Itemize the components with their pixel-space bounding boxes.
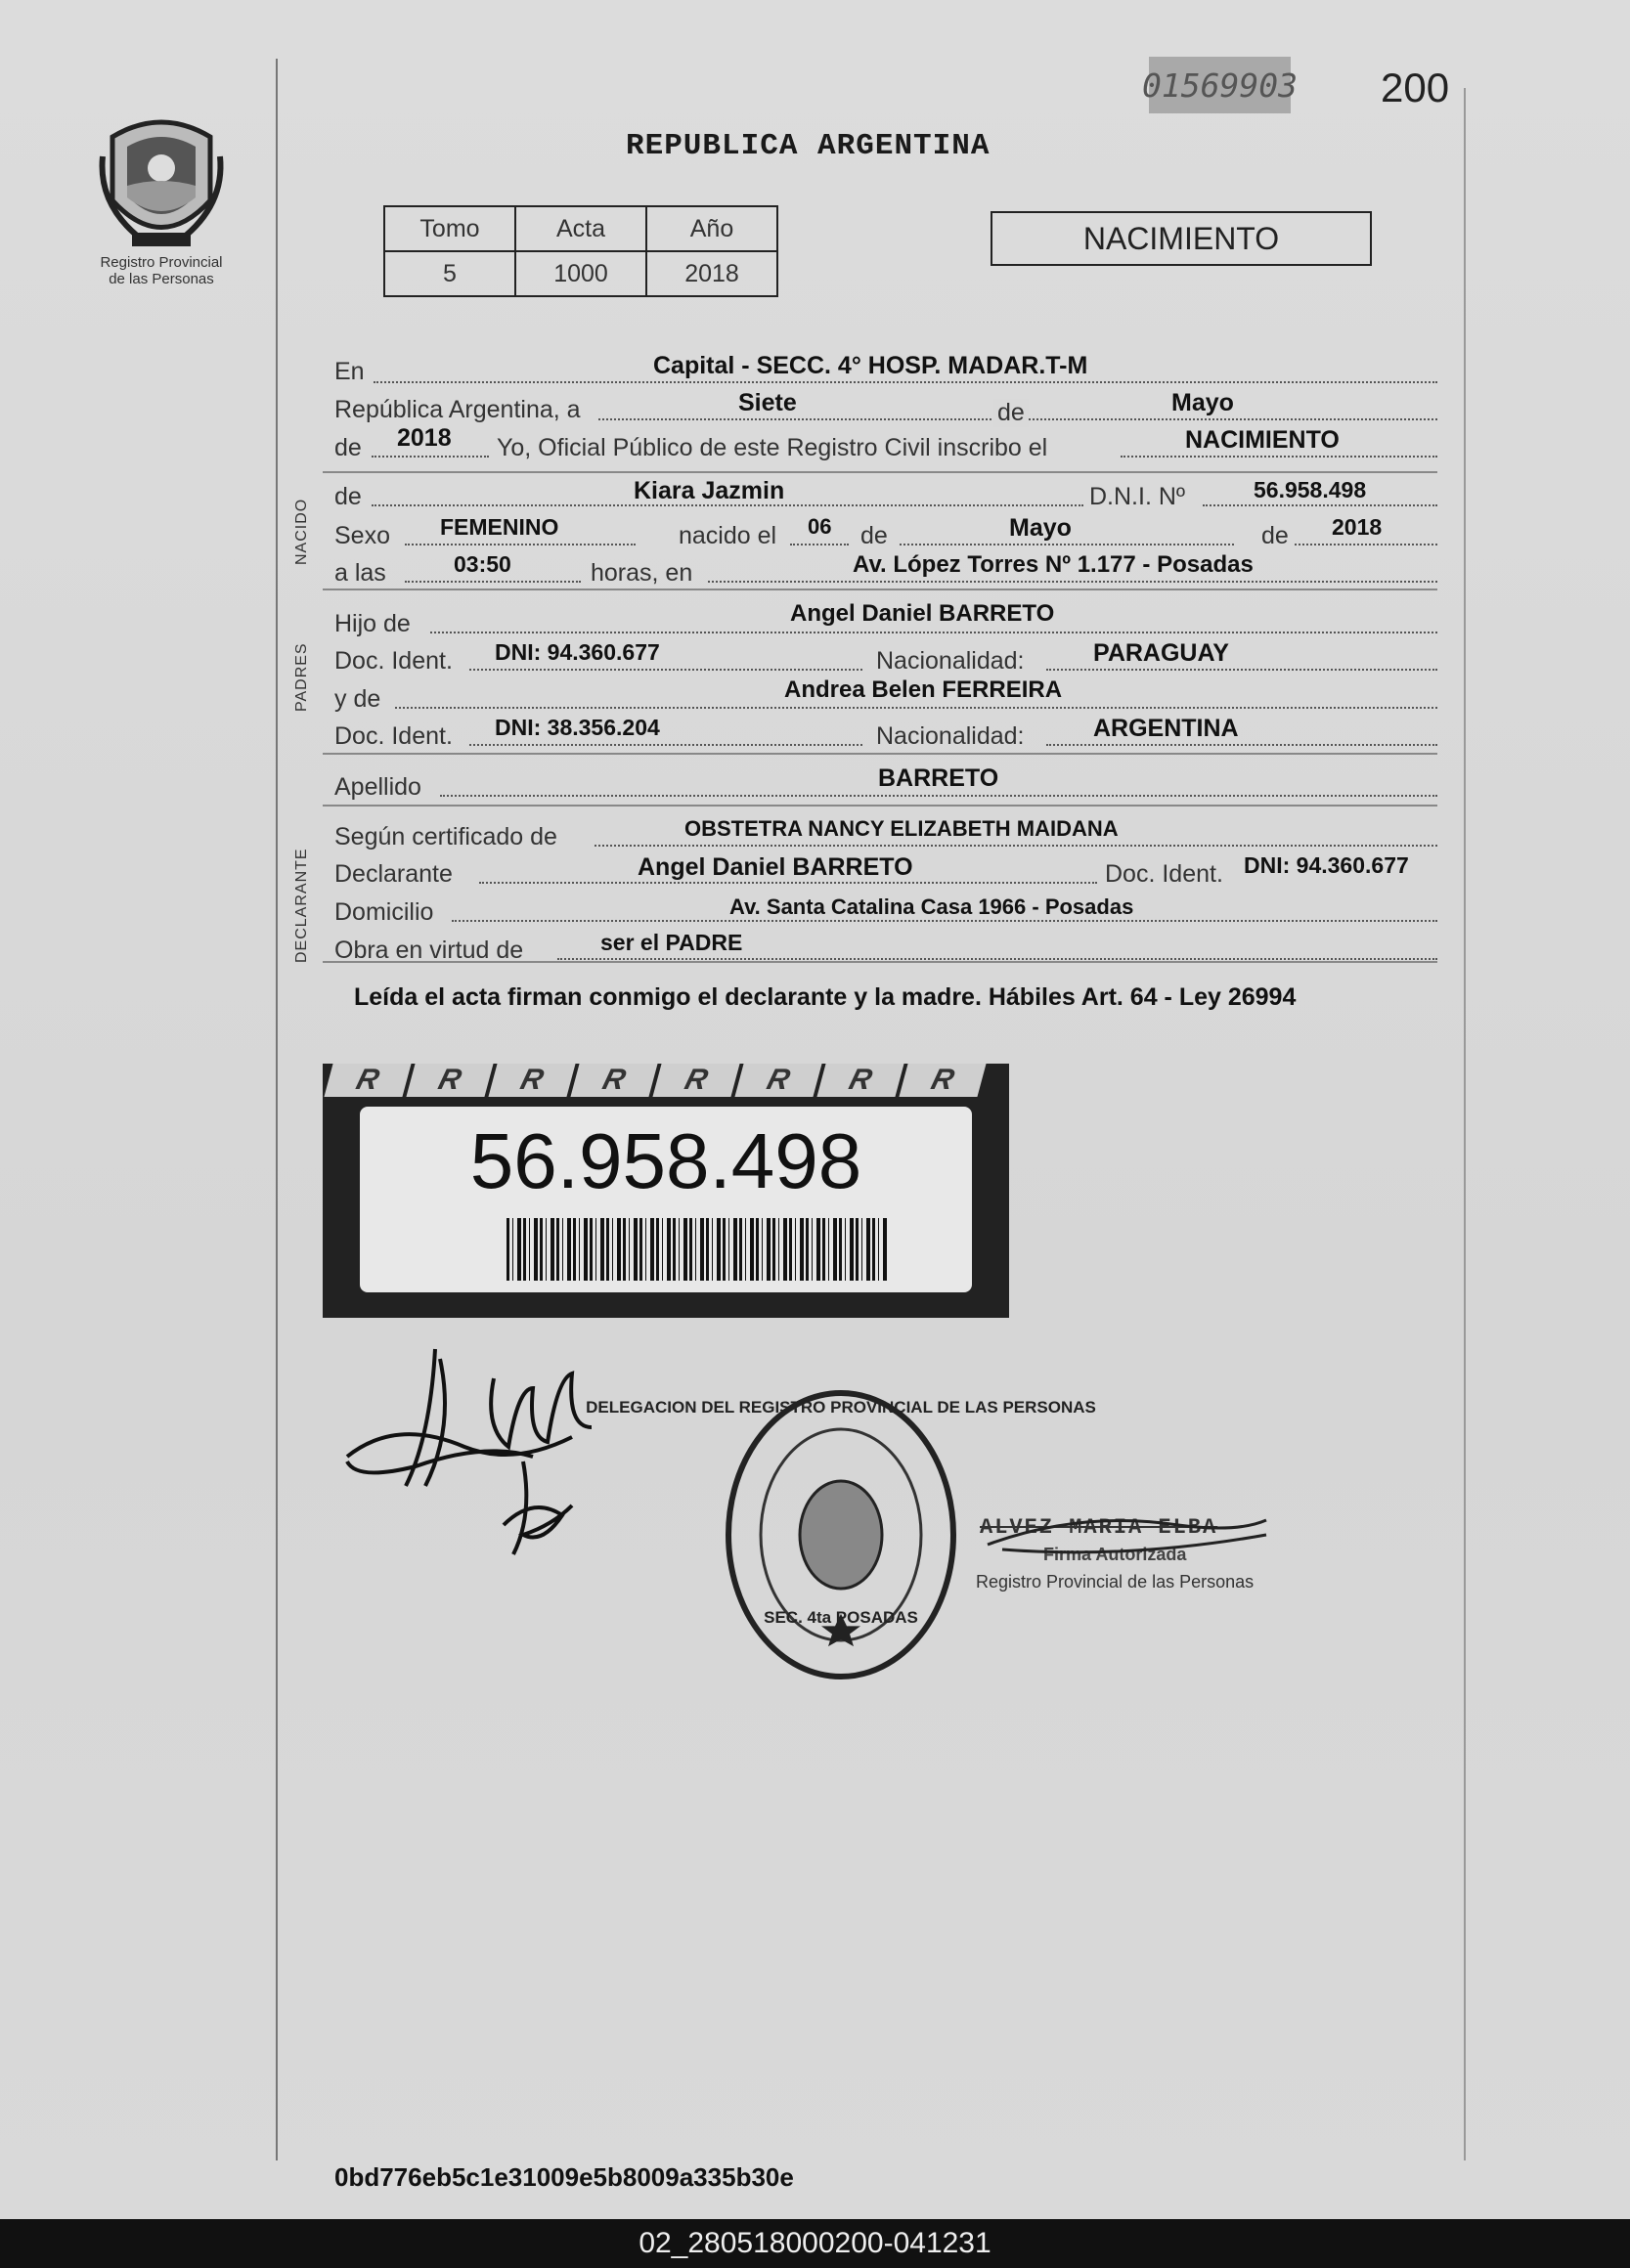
sexo-label: Sexo (334, 522, 390, 549)
anio-label: Año (646, 206, 777, 251)
dotted-line (452, 920, 1437, 922)
stamp-inner-text: SEC. 4ta POSADAS (764, 1608, 918, 1627)
barcode-icon (507, 1218, 888, 1281)
official-institution: Registro Provincial de las Personas (976, 1572, 1255, 1592)
dotted-line (557, 958, 1437, 960)
nacionalidad-label: Nacionalidad: (876, 722, 1025, 750)
nac-dia-value: 06 (808, 514, 832, 539)
hora-value: 03:50 (454, 551, 511, 577)
left-margin-line (276, 59, 278, 2160)
de2-label: de (334, 434, 362, 461)
de3-label: de (334, 483, 362, 510)
de-label: de (993, 399, 1029, 427)
dotted-line (440, 795, 1437, 797)
acta-value: 1000 (515, 251, 646, 296)
dia-value: Siete (738, 389, 797, 416)
page-number: 200 (1381, 65, 1450, 110)
dotted-line (469, 669, 862, 671)
nac-mes-value: Mayo (1009, 514, 1072, 542)
obra-label: Obra en virtud de (334, 937, 524, 964)
nacido-label: nacido el (679, 522, 777, 549)
domicilio-value: Av. Santa Catalina Casa 1966 - Posadas (729, 894, 1134, 919)
dotted-line (395, 707, 1437, 709)
apellido-value: BARRETO (878, 764, 999, 792)
dotted-line (1046, 744, 1437, 746)
de4-label: de (860, 522, 888, 549)
declarante-value: Angel Daniel BARRETO (638, 853, 913, 881)
declarante-doc-value: DNI: 94.360.677 (1244, 852, 1409, 878)
dotted-line (479, 882, 1097, 884)
dotted-line (372, 456, 489, 458)
padre-value: Angel Daniel BARRETO (790, 600, 1055, 627)
sticker-r-letter: R (324, 1064, 411, 1097)
declarante-doc-label: Doc. Ident. (1105, 860, 1223, 888)
official-stamp-icon (586, 1383, 1096, 1686)
book-reference-table (383, 205, 778, 297)
sexo-value: FEMENINO (440, 514, 559, 540)
logo-caption-1: Registro Provincial (100, 254, 223, 271)
document-title: REPUBLICA ARGENTINA (626, 129, 991, 163)
tipo-value: NACIMIENTO (1185, 426, 1340, 454)
dotted-line (708, 581, 1437, 583)
republica-label: República Argentina, a (334, 396, 581, 423)
anio-value: 2018 (646, 251, 777, 296)
en-label: En (334, 358, 365, 385)
sticker-label (360, 1107, 972, 1292)
sticker-r-letter: R (488, 1064, 575, 1097)
dotted-line (469, 744, 862, 746)
dotted-line (790, 544, 849, 545)
obra-value: ser el PADRE (600, 930, 743, 955)
section-nacido-label: NACIDO (293, 498, 310, 565)
dni-value: 56.958.498 (1254, 477, 1367, 502)
section-separator (323, 753, 1437, 755)
dotted-line (430, 632, 1437, 633)
sticker-dni-number: 56.958.498 (469, 1117, 862, 1204)
sticker-r-letter: R (734, 1064, 821, 1097)
dotted-line (900, 544, 1234, 545)
section-separator (323, 589, 1437, 590)
sticker-r-letter: R (899, 1064, 986, 1097)
right-margin-line (1464, 88, 1466, 2160)
domicilio-label: Domicilio (334, 898, 434, 926)
dotted-line (1046, 669, 1437, 671)
doc-label: Doc. Ident. (334, 722, 453, 750)
dni-label: D.N.I. Nº (1089, 483, 1186, 510)
document-hash: 0bd776eb5c1e31009e5b8009a335b30e (334, 2162, 794, 2192)
tomo-label: Tomo (384, 206, 515, 251)
declarante-label: Declarante (334, 860, 453, 888)
madre-doc-value: DNI: 38.356.204 (495, 715, 660, 740)
certificado-label: Según certificado de (334, 823, 557, 850)
section-padres-label: PADRES (293, 642, 310, 712)
stamp-outer-text: DELEGACION DEL REGISTRO PROVINCIAL DE LAS PERSONAS (586, 1398, 1096, 1417)
nacionalidad-label: Nacionalidad: (876, 647, 1025, 675)
lugar-value: Av. López Torres Nº 1.177 - Posadas (853, 551, 1254, 578)
dotted-line (595, 845, 1437, 847)
province-logo (83, 108, 240, 287)
sticker-r-letter: R (406, 1064, 493, 1097)
horas-label: horas, en (591, 559, 693, 587)
hijo-label: Hijo de (334, 610, 411, 637)
logo-caption-2: de las Personas (109, 271, 214, 287)
dotted-line (405, 581, 581, 583)
certificado-value: OBSTETRA NANCY ELIZABETH MAIDANA (684, 816, 1119, 841)
alas-label: a las (334, 559, 386, 587)
section-declarante-label: DECLARANTE (293, 848, 310, 963)
official-role: Firma Autorizada (1043, 1545, 1187, 1564)
acta-label: Acta (515, 206, 646, 251)
official-signature-icon (983, 1505, 1276, 1564)
dotted-line (374, 381, 1437, 383)
nombre-value: Kiara Jazmin (634, 477, 785, 504)
doc-label: Doc. Ident. (334, 647, 453, 675)
act-type-box: NACIMIENTO (991, 211, 1372, 266)
anio-inscripcion-value: 2018 (397, 424, 452, 452)
sticker-r-letter: R (652, 1064, 739, 1097)
section-separator (323, 805, 1437, 807)
sticker-pattern-row (323, 1064, 1015, 1103)
dni-sticker (323, 1064, 1009, 1318)
apellido-label: Apellido (334, 773, 421, 801)
oficial-text: Yo, Oficial Público de este Registro Civil inscribo el (497, 434, 1048, 461)
dotted-line (1121, 456, 1437, 458)
yde-label: y de (334, 685, 381, 713)
tomo-value: 5 (384, 251, 515, 296)
en-value: Capital - SECC. 4° HOSP. MADAR.T-M (653, 352, 1088, 379)
nac-anio-value: 2018 (1332, 514, 1383, 540)
footer-filename: 02_280518000200-041231 (0, 2219, 1630, 2268)
official-name: ALVEZ MARIA ELBA (980, 1515, 1218, 1540)
closing-statement: Leída el acta firman conmigo el declarante y la madre. Hábiles Art. 64 - Ley 26994 (354, 983, 1297, 1011)
declarant-signature-icon (337, 1320, 611, 1574)
sticker-r-letter: R (570, 1064, 657, 1097)
madre-nac-value: ARGENTINA (1093, 715, 1239, 742)
dotted-line (1295, 544, 1437, 545)
padre-nac-value: PARAGUAY (1093, 639, 1229, 667)
mes-value: Mayo (1171, 389, 1234, 416)
dotted-line (1203, 504, 1437, 506)
madre-value: Andrea Belen FERREIRA (784, 676, 1063, 703)
sticker-r-letter: R (816, 1064, 903, 1097)
de5-label: de (1261, 522, 1289, 549)
coat-of-arms-icon (98, 108, 225, 254)
serial-number: 01569903 (1149, 57, 1291, 113)
section-separator (323, 471, 1437, 473)
dotted-line (405, 544, 636, 545)
padre-doc-value: DNI: 94.360.677 (495, 639, 660, 665)
